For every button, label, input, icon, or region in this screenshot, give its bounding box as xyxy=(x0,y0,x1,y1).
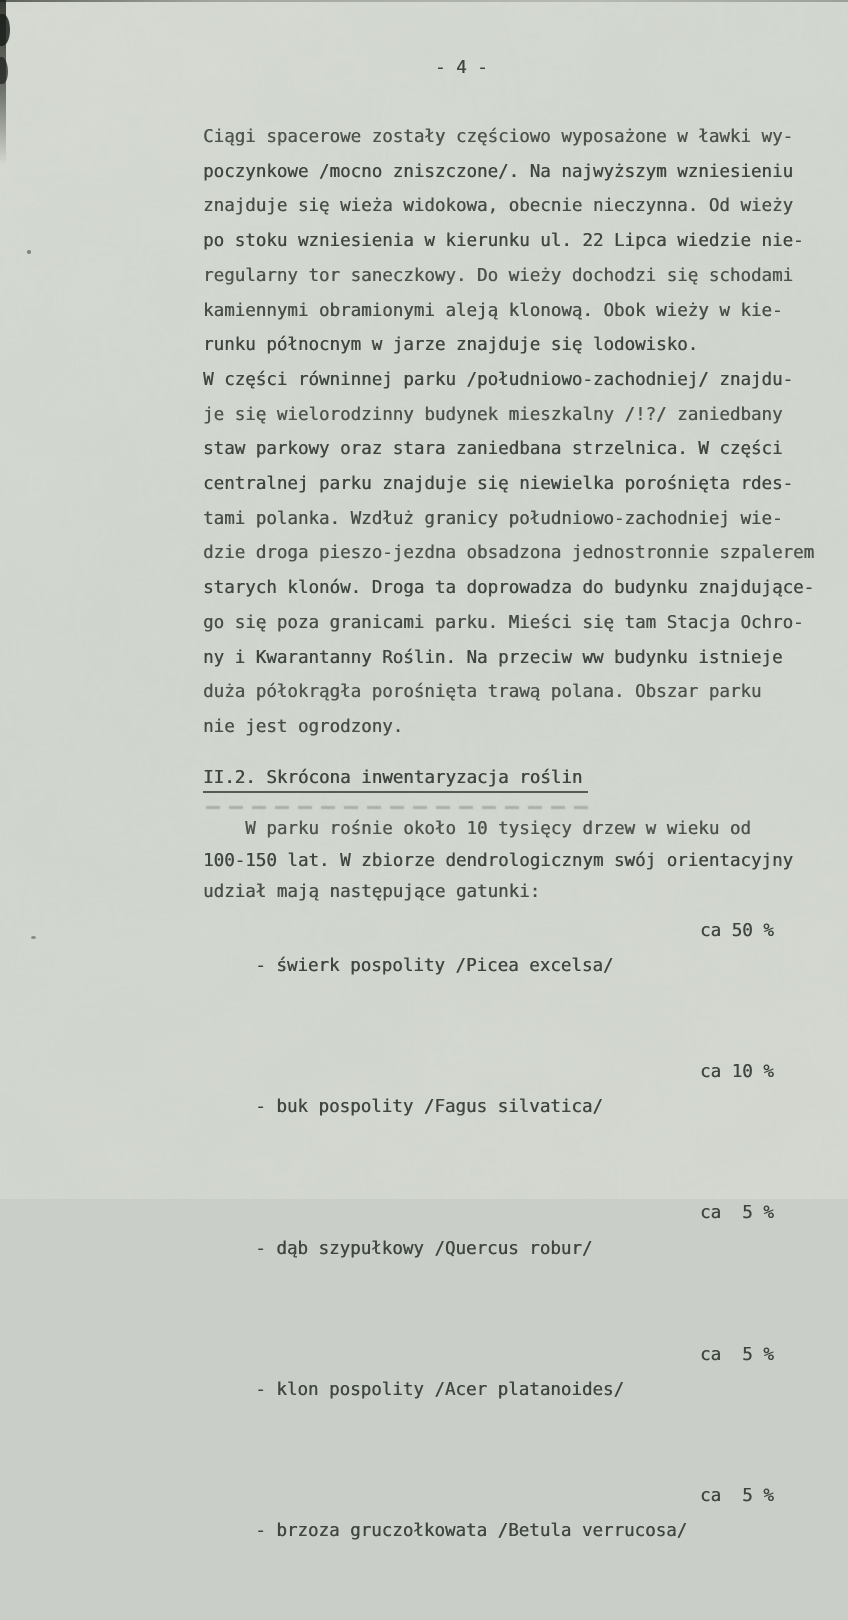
text-line: W parku rośnie około 10 tysięcy drzew w wieku od xyxy=(203,819,751,839)
scan-edge-top xyxy=(0,0,848,2)
species-row-1 xyxy=(192,914,802,1055)
text-line: po stoku wzniesienia w kierunku ul. 22 Lipca wiedzie nie- xyxy=(203,231,804,252)
species-row-3 xyxy=(192,1196,802,1337)
ink-speck xyxy=(27,250,31,254)
species-share: ca 5 % xyxy=(700,1203,774,1224)
text-line: 100-150 lat. W zbiorze dendrologicznym swój orientacyjny xyxy=(203,850,794,871)
species-label: - buk pospolity /Fagus silvatica/ xyxy=(255,1097,603,1118)
scan-blot-lower xyxy=(0,57,8,84)
species-label: - brzoza gruczołkowata /Betula verrucosa/ xyxy=(255,1521,688,1542)
section-heading-text: II.2. Skrócona inwentaryzacja roślin xyxy=(203,768,588,793)
text-line: duża półokrągła porośnięta trawą polana. Obszar parku xyxy=(203,682,762,703)
text-line: runku północnym w jarze znajduje się lodowisko. xyxy=(203,335,699,356)
species-share: ca 5 % xyxy=(700,1344,774,1365)
species-list xyxy=(192,914,802,1620)
text-line: centralnej parku znajduje się niewielka porośnięta rdes- xyxy=(203,474,794,495)
text-line: je się wielorodzinny budynek mieszkalny /!?/ zaniedbany xyxy=(203,404,783,425)
text-line: ny i Kwarantanny Roślin. Na przeciw ww budynku istnieje xyxy=(203,647,783,668)
text-line: staw parkowy oraz stara zaniedbana strzelnica. W części xyxy=(203,439,783,460)
species-label: - klon pospolity /Acer platanoides/ xyxy=(255,1379,624,1400)
text-line: Ciągi spacerowe zostały częściowo wyposażone w ławki wy- xyxy=(203,127,794,147)
text-line: udział mają następujące gatunki: xyxy=(203,882,541,902)
typewriter-ghost-line xyxy=(206,806,588,809)
page-number: - 4 - xyxy=(435,58,488,78)
text-line: tami polanka. Wzdłuż granicy południowo-zachodniej wie- xyxy=(203,508,783,529)
species-share: ca 10 % xyxy=(700,1062,774,1083)
species-label: - dąb szypułkowy /Quercus robur/ xyxy=(255,1238,593,1259)
text-line: go się poza granicami parku. Mieści się tam Stacja Ochro- xyxy=(203,612,804,633)
section-heading xyxy=(203,768,588,793)
species-label: - świerk pospolity /Picea excelsa/ xyxy=(255,956,614,977)
text-line: starych klonów. Droga ta doprowadza do budynku znajdujące- xyxy=(203,578,815,599)
paragraph-1 xyxy=(203,120,814,745)
text-line: regularny tor saneczkowy. Do wieży dochodzi się schodami xyxy=(203,265,794,286)
species-share: ca 5 % xyxy=(700,1485,774,1506)
text-line: nie jest ogrodzony. xyxy=(203,716,404,737)
text-line: poczynkowe /mocno zniszczone/. Na najwyższym wzniesieniu xyxy=(203,161,794,182)
ink-speck xyxy=(31,936,36,939)
text-line: dzie droga pieszo-jezdna obsadzona jednostronnie szpalerem xyxy=(203,543,815,564)
text-line: W części równinnej parku /południowo-zachodniej/ znajdu- xyxy=(203,369,794,390)
species-row-2 xyxy=(192,1055,802,1196)
text-line: znajduje się wieża widokowa, obecnie nieczynna. Od wieży xyxy=(203,196,794,217)
species-row-4 xyxy=(192,1338,802,1479)
species-row-5 xyxy=(192,1479,802,1620)
species-share: ca 50 % xyxy=(700,921,774,941)
paragraph-2 xyxy=(203,814,793,909)
scan-blot-upper xyxy=(0,14,10,46)
text-line: kamiennymi obramionymi aleją klonową. Obok wieży w kie- xyxy=(203,300,783,321)
